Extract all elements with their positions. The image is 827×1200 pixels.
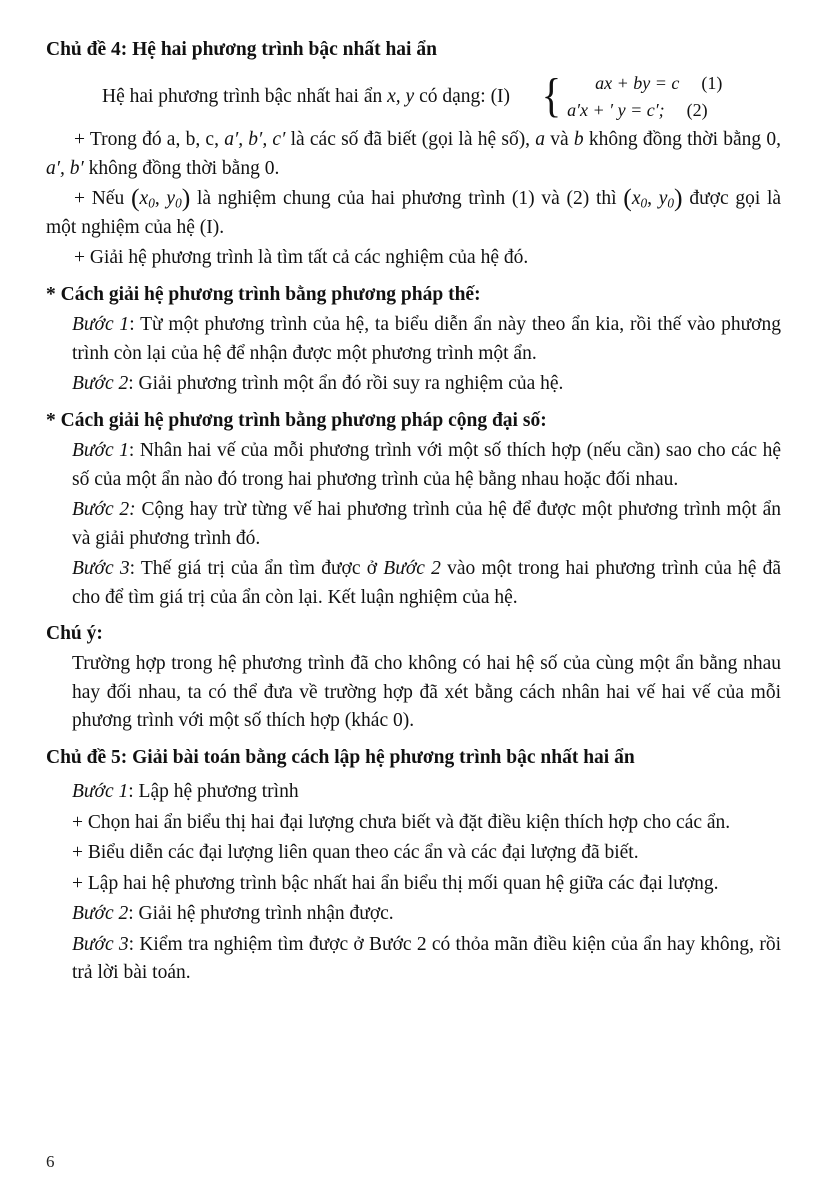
equation-1: ax + by = c [595,73,680,94]
paren-open-2: ( [623,183,632,213]
note-1-part-d: và [550,129,569,151]
paren-open-1: ( [130,183,140,213]
method-1-step-2-label: Bước 2 [72,373,129,395]
topic-5-bullet-1: + Chọn hai ẩn biểu thị hai đại lượng chưa biết và đặt điều kiện thích hợp cho các ẩn. [72,811,731,833]
method-2-step-1 [46,437,781,494]
method-2-step-2-text: Cộng hay trừ từng vế hai phương trình của hệ để được một phương trình một ẩn và giải phương trình đó. [72,499,781,549]
topic-4-intro [46,70,781,124]
intro-tail-text: có dạng: [419,86,486,108]
method-1-title: * Cách giải hệ phương trình bằng phương pháp thế: [46,283,481,305]
page-content [46,36,781,988]
topic-5-step-3-label: Bước 3 [72,933,129,955]
method-2-title: * Cách giải hệ phương trình bằng phương pháp cộng đại số: [46,409,547,431]
note-body: Trường hợp trong hệ phương trình đã cho không có hai hệ số của cùng một ẩn bằng nhau hay đối nhau, ta có thể đưa về trường hợp đã xét bằng cách nhân hai vế hai vế của mỗi phương trình với một số thích hợp (khác 0). [72,653,781,732]
solution-pair-2: $x_0$, $y_0$ [631,188,675,212]
method-2-step-3 [46,555,781,612]
topic-5-step-2 [46,900,781,928]
method-2-step-3-text-b: vào một trong hai phương trình của hệ đã cho để tìm giá trị của ẩn còn lại. Kết luận nghiệm của hệ. [72,558,782,608]
intro-variables: x, y [387,86,415,108]
topic-5-step-2-label: Bước 2 [72,903,129,925]
topic-5-step-1 [46,778,781,806]
note-1-part-f: không đồng thời bằng 0, [588,129,782,151]
note-1-var-b: b [573,129,584,151]
page-number: 6 [46,1152,55,1171]
intro-lead-text: Hệ hai phương trình bậc nhất hai ẩn [102,86,383,108]
solution-pair-1: $x_0$, $y_0$ [139,188,182,212]
topic-5-step-1-label: Bước 1 [72,781,129,803]
method-2-step-3-label: Bước 3 [72,558,130,580]
brace-icon: { [541,69,562,123]
note-title: Chú ý: [46,622,103,644]
method-2-step-2-label: Bước 2: [72,499,136,521]
topic-5-step-3-text: : Kiểm tra nghiệm tìm được ở Bước 2 có thỏa mãn điều kiện của ẩn hay không, rồi trả lời bài toán. [72,933,781,984]
note-1-italic-coeffs: a′, b′, c′ [224,129,286,151]
note-2-part-b: là nghiệm chung của hai phương trình (1) và (2) thì [197,188,617,210]
topic-4-note-1 [46,126,781,183]
topic-5-step-1-text: : Lập hệ phương trình [128,781,299,803]
method-1-step-1-text: : Từ một phương trình của hệ, ta biểu diễn ẩn này theo ẩn kia, rồi thế vào phương trình còn lại của hệ để nhận được một phương trình một ẩn. [72,314,781,364]
note-1-part-a: + Trong đó a, b, c, [74,129,219,151]
method-2-step-3-reference: Bước 2 [383,558,441,580]
method-2-step-1-text: : Nhân hai vế của mỗi phương trình với một số thích hợp (nếu cần) sao cho các hệ số của một ẩn nào đó trong hai phương trình của hệ bằng nhau hoặc đối nhau. [72,440,781,490]
method-1-step-2-text: : Giải phương trình một ẩn đó rồi suy ra nghiệm của hệ. [128,373,564,395]
equation-system [514,70,722,124]
equation-2-number: (2) [686,100,708,121]
method-1-step-1-label: Bước 1 [72,314,130,336]
paren-close-2: ) [674,183,683,213]
topic-4-title: Chủ đề 4: Hệ hai phương trình bậc nhất hai ẩn [46,39,437,60]
topic-4-note-2 [46,185,781,242]
method-1-step-2 [46,370,781,398]
note-2-part-a: + Nếu [74,188,125,210]
topic-5-step-3 [46,931,781,988]
topic-5-bullet-2: + Biểu diễn các đại lượng liên quan theo các ẩn và các đại lượng đã biết. [72,842,639,864]
method-2-step-3-text-a: : Thế giá trị của ẩn tìm được ở [129,558,378,580]
method-1-step-1 [46,311,781,368]
note-1-part-h: không đồng thời bằng 0. [88,157,280,179]
note-1-part-b: là các số đã biết (gọi là hệ số), [290,129,531,151]
topic-5-title: Chủ đề 5: Giải bài toán bằng cách lập hệ phương trình bậc nhất hai ẩn [46,746,635,768]
note-2-part-c: được gọi là một nghiệm của hệ (I). [46,188,782,238]
equation-2: a′x + ′ y = c′; [567,100,665,121]
topic-4-note-3: + Giải hệ phương trình là tìm tất cả các nghiệm của hệ đó. [74,247,529,269]
equation-1-number: (1) [701,73,723,94]
note-1-coeffs-2: a′, b′ [46,157,84,179]
system-label: (I) [490,86,511,108]
note-1-var-a: a [535,129,546,151]
topic-5-step-2-text: : Giải hệ phương trình nhận được. [128,903,394,925]
method-2-step-1-label: Bước 1 [72,440,129,462]
topic-5-bullet-3: + Lập hai hệ phương trình bậc nhất hai ẩn biểu thị mối quan hệ giữa các đại lượng. [72,872,719,894]
method-2-step-2 [46,496,781,553]
paren-close-1: ) [181,183,191,213]
